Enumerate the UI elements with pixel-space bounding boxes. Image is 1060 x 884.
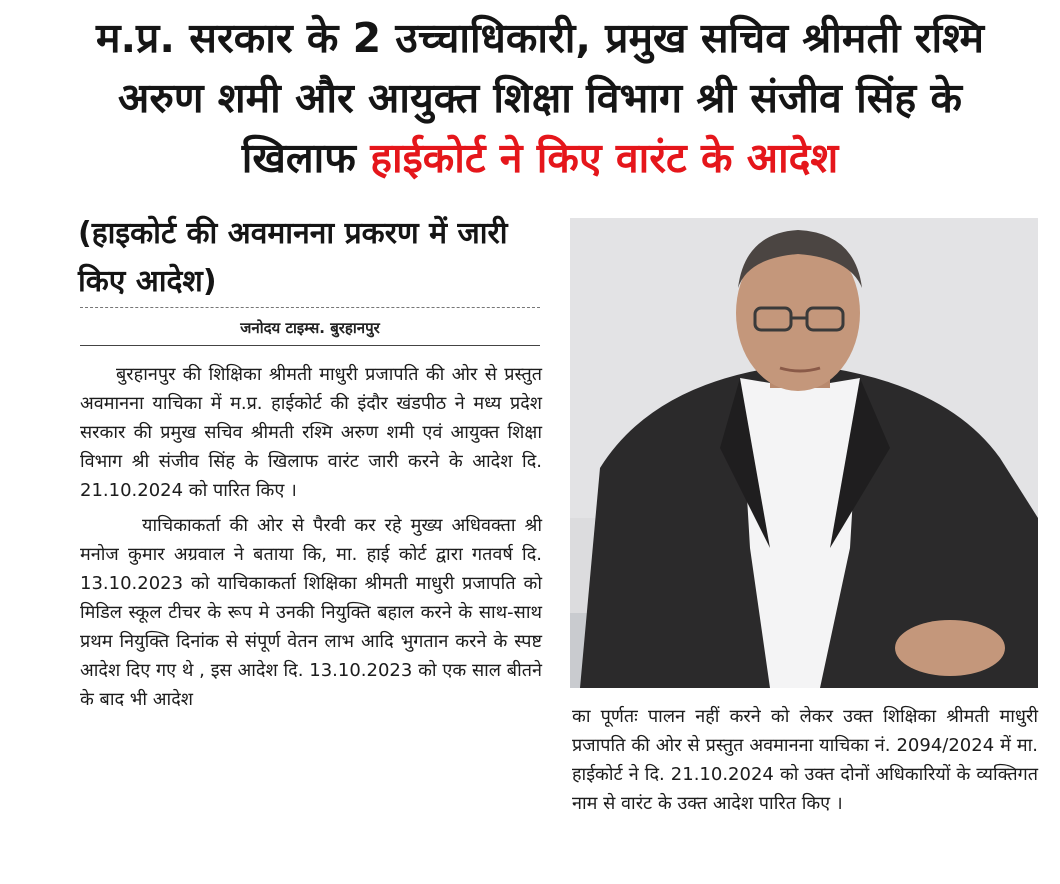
- paragraph: याचिकाकर्ता की ओर से पैरवी कर रहे मुख्य अधिवक्ता श्री मनोज कुमार अग्रवाल ने बताया कि, मा. हाई कोर्ट द्वारा गतवर्ष दि. 13.10.2023 को याचिकाकर्ता शिक्षिका श्रीमती माधुरी प्रजापति को मिडिल स्कूल टीचर के रूप मे उनकी नियुक्ति बहाल करने के साथ-साथ प्रथम नियुक्ति दिनांक से संपूर्ण वेतन लाभ आदि भुगतान करने के स्पष्ट आदेश दिए गए थे , इस आदेश दि. 13.10.2023 को एक साल बीतने के बाद भी आदेश: [80, 515, 542, 710]
- divider: [80, 307, 540, 308]
- divider: [80, 345, 540, 346]
- byline: जनोदय टाइम्स. बुरहानपुर: [240, 319, 380, 337]
- headline: [60, 8, 1020, 188]
- news-photo: [570, 218, 1038, 688]
- paragraph: बुरहानपुर की शिक्षिका श्रीमती माधुरी प्रजापति की ओर से प्रस्तुत अवमानना याचिका में म.प्र. हाईकोर्ट की इंदौर खंडपीठ ने मध्य प्रदेश सरकार की प्रमुख सचिव श्रीमती रश्मि अरुण शमी एवं आयुक्त शिक्षा विभाग श्री संजीव सिंह के खिलाफ वारंट जारी करने के आदेश दि. 21.10.2024 को पारित किए ।: [80, 364, 542, 501]
- official-portrait-image: [570, 218, 1038, 688]
- article-body: [80, 360, 542, 720]
- subheadline: (हाइकोर्ट की अवमानना प्रकरण में जारी किए आदेश): [78, 216, 508, 299]
- article-continuation: का पूर्णतः पालन नहीं करने को लेकर उक्त शिक्षिका श्रीमती माधुरी प्रजापति की ओर से प्रस्तुत अवमानना याचिका नं. 2094/2024 में मा. हाईकोर्ट ने दि. 21.10.2024 को उक्त दोनों अधिकारियों के व्यक्तिगत नाम से वारंट के उक्त आदेश पारित किए ।: [572, 706, 1038, 814]
- headline-red-text: हाईकोर्ट ने किए वारंट के आदेश: [370, 134, 839, 182]
- headline-text: म.प्र. सरकार के 2 उच्चाधिकारी, प्रमुख सचिव श्रीमती रश्मि अरुण शमी और आयुक्त शिक्षा विभाग श्री संजीव सिंह के खिलाफ: [95, 14, 985, 182]
